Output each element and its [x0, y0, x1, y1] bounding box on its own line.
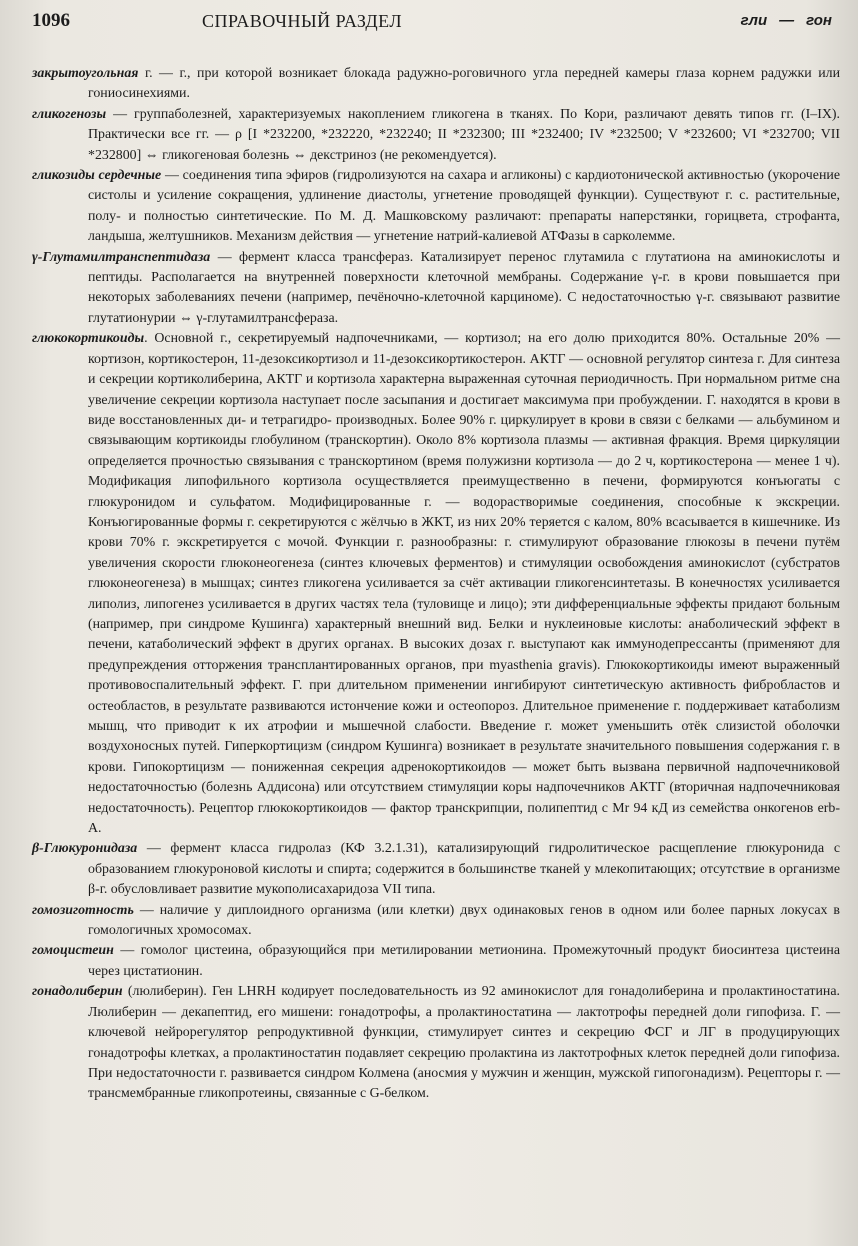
page-number: 1096 — [32, 10, 70, 31]
entry-gamma-glutamiltranspeptidaza — [32, 248, 840, 330]
entry-text: — фермент класса гидролаз (КФ 3.2.1.31), катализирующий гидролитическое расщепление глюкуронида с образованием глюкуроновой кислоты и спирта; содержится в большинстве тканей у млекопитающих; отсутствие в организме β-г. обусловливает развитие мукополисахаридоза VII типа. — [88, 841, 840, 898]
entry-text: . Основной г., секретируемый надпочечниками, — кортизол; на его долю приходится 80%. Остальные 20% — кортизон, кортикостерон, 11-дезоксикортизол и 11-дезоксикортикостерон. АКТГ — основной регулятор синтеза г. Для синтеза и секреции кортиколиберина, АКТГ и кортизола характерна выраженная суточная периодичность. При нормальном ритме сна увеличение секреции кортизола наступает после засыпания и достигает максимума при пробуждении. Г. находятся в крови в виде восстановленных ди- и тетрагидро- производных. Более 90% г. циркулирует в крови в связи с белками — альбумином и связывающим кортикоиды глобулином (транскортин). Около 8% кортизола плазмы — активная фракция. Время циркуляции определяется прочностью связывания с транскортином (время полужизни кортизола — до 2 ч, кортикостерона — менее 1 ч). Модификация липофильного кортизола осуществляется преимущественно в печени, формируются конъюгаты с глюкуронидом и сульфатом. Модифицированные г. — водорастворимые соединения, способные к экскреции. Конъюгированные формы г. секретируются с жёлчью в ЖКТ, из них 20% теряется с калом, 80% всасывается в кишечнике. Из крови 70% г. экскретируется с мочой. Функции г. разнообразны: г. стимулируют образование глюкозы в печени путём увеличения скорости глюконеогенеза (синтез ключевых ферментов) и стимуляции освобождения аминокислот (субстратов глюконеогенеза) в мышцах; синтез гликогена усиливается за счёт активации гликогенсинтетазы. В конечностях усиливается липолиз, липогенез усиливается в других частях тела (туловище и лицо); эти дифференциальные эффекты придают больным (например, при синдроме Кушинга) характерный внешний вид. Белки и нуклеиновые кислоты: анаболический эффект в печени, катаболический эффект в других органах. В высоких дозах г. выступают как иммунодепрессанты (применяют для предупреждения отторжения трансплантированных органов, при myasthenia gravis). Глюкокортикоиды имеют выраженный противовоспалительный эффект. Г. при длительном применении ингибируют синтетическую активность фибробластов и остеобластов, в результате развиваются истончение кожи и остеопороз. Длительное применение г. поддерживает катаболизм мышц, что приводит к их атрофии и мышечной слабости. Введение г. может уменьшить отёк слизистой оболочки воздухоносных путей. Гиперкортицизм (синдром Кушинга) возникает в результате значительного повышения содержания г. в крови. Гипокортицизм — пониженная секреция адренокортикоидов — может быть вызвана первичной надпочечниковой недостаточностью (болезнь Аддисона) или отсутствием стимуляции коры надпочечников АКТГ (вторичная надпочечниковая недостаточность). Рецептор глюкокортикоидов — фактор транскрипции, полипептид с Mr 94 кД из семейства онкогенов erb-A. — [88, 331, 840, 837]
range-dash: — — [779, 12, 795, 29]
entry-gomozigotnost — [32, 901, 840, 942]
entry-text: (люлиберин). Ген LHRH кодирует последовательность из 92 аминокислот для гонадолиберина и пролактиностатина. Люлиберин — декапептид, его мишени: гонадотрофы, а пролактиностатина — лактотрофы передней доли гипофиза. Г. — ключевой нейрорегулятор репродуктивной функции, стимулирует синтез и секрецию ФСГ и ЛГ в продуцирующих гонадотрофы клетках, а пролактиностатин подавляет секрецию пролактина из лактотрофных клеток передней доли гипофиза. При недостаточности г. развивается синдром Колмена (аносмия у мужчин и женщин, мужской гипогонадизм). Рецепторы г. — трансмембранные гликопротеины, связанные с G-белком. — [88, 984, 840, 1102]
entry-text: — фермент класса трансфераз. Катализирует перенос глутамила с глутатиона на аминокислоты и пептиды. Располагается на внутренней поверхности клеточной мембраны. Содержание γ-г. в крови повышается при некоторых заболеваниях печени (например, печёночно-клеточной карциноме). С недостаточностью γ-г. связывают развитие глутатионурии ⇔ γ-глутамилтрансфераза. — [88, 249, 840, 326]
entry-text: г. — г., при которой возникает блокада радужно-роговичного угла передней камеры глаза корнем радужки или гониосинехиями. — [88, 66, 840, 102]
entry-term: гликогенозы — [32, 106, 107, 122]
entry-gonadoliberin — [32, 982, 840, 1104]
entry-glyukokortikoidy — [32, 329, 840, 839]
entry-text: — наличие у диплоидного организма (или клетки) двух одинаковых генов в одном или более парных локусах в гомологичных хромосомах. — [88, 902, 840, 939]
range-start: гли — [740, 12, 768, 29]
entry-term: закрытоугольная — [32, 66, 139, 81]
entry-text: — группаболезней, характеризуемых накоплением гликогена в тканях. По Кори, различают девять типов гг. (I–IX). Практически все гг. — ρ [I *232200, *232220, *232240; II *232300; III *232400; IV *232500; V *232600; VI *232700; VII *232800] ⇔ гликогеновая болезнь ⇔ декстриноз (не рекомендуется). — [88, 106, 840, 163]
entry-term: глюкокортикоиды — [32, 331, 145, 347]
entry-text: — гомолог цистеина, образующийся при метилировании метионина. Промежуточный продукт биосинтеза цистеина через цистатионин. — [88, 943, 840, 979]
entry-term: гомоцистеин — [32, 943, 114, 959]
entry-term: гликозиды сердечные — [32, 168, 162, 184]
entry-term: β-Глюкуронидаза — [32, 841, 138, 857]
entry-zakrytougolnaya — [32, 64, 840, 105]
entry-text: — соединения типа эфиров (гидролизуются на сахара и агликоны) с кардиотонической активностью (укорочение систолы и усиление сокращения, удлинение диастолы, угнетение проводящей функции). Существуют г. с. растительные, полу- и полностью синтетические. По М. Д. Машковскому различают: препараты наперстянки, горицвета, строфанта, ландыша, желтушников. Механизм действия — угнетение натрий-калиевой АТФазы в сарколемме. — [88, 168, 840, 245]
range-end: гон — [806, 12, 832, 29]
dictionary-entries — [32, 64, 840, 1105]
running-head-range — [735, 12, 838, 29]
page-header — [32, 8, 844, 38]
entry-beta-glyukuronidaza — [32, 839, 840, 900]
entry-glikogenozy — [32, 105, 840, 166]
entry-glikozidy-serdechnye — [32, 166, 840, 248]
section-title: СПРАВОЧНЫЙ РАЗДЕЛ — [202, 11, 403, 31]
entry-term: γ-Глутамилтранспептидаза — [32, 249, 211, 265]
entry-gomotsistein — [32, 941, 840, 982]
entry-term: гомозиготность — [32, 902, 134, 918]
entry-term: гонадолиберин — [32, 984, 123, 1000]
